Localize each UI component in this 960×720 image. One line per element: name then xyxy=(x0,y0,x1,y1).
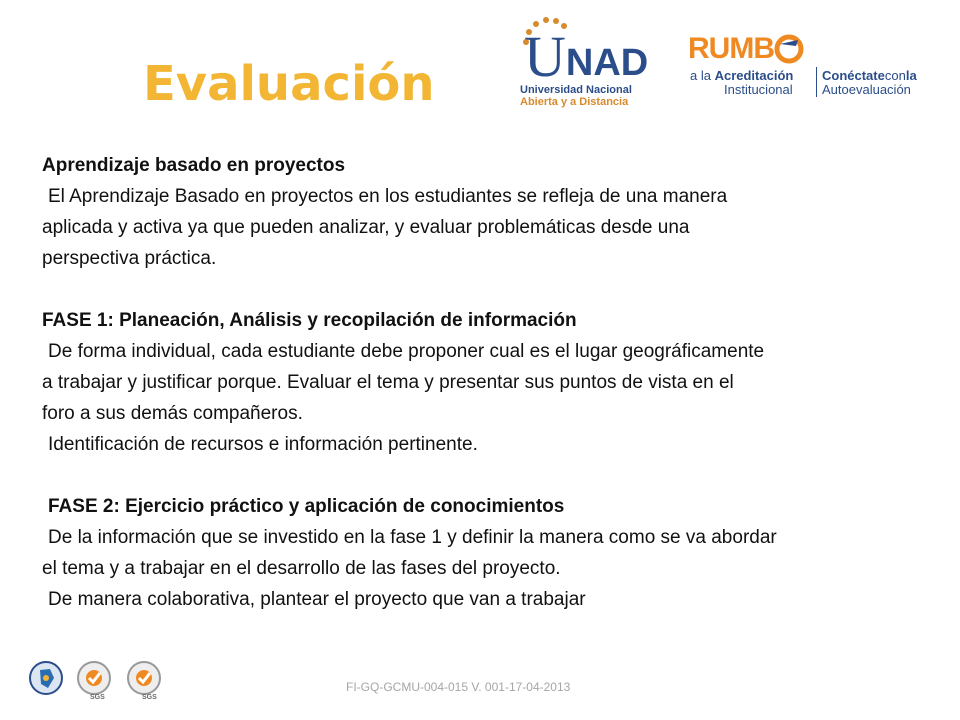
rumbo-line3-end: la xyxy=(905,68,917,83)
slide-title: Evaluación xyxy=(143,56,435,112)
rumbo-logo xyxy=(688,34,928,100)
paragraph-line: el tema y a trabajar en el desarrollo de las fases del proyecto. xyxy=(42,558,561,579)
unad-line2: Abierta y a Distancia xyxy=(520,96,629,108)
sgs-label: SGS xyxy=(90,694,105,701)
rumbo-separator xyxy=(816,67,817,97)
document-code: FI-GQ-GCMU-004-015 V. 001-17-04-2013 xyxy=(346,680,571,694)
colombia-seal-icon xyxy=(28,660,64,696)
unad-wordmark xyxy=(524,24,649,89)
unad-mark-u: U xyxy=(524,24,566,89)
heading-fase-1: FASE 1: Planeación, Análisis y recopilación de información xyxy=(42,310,577,331)
spacer xyxy=(42,274,912,305)
certification-seal-icon xyxy=(126,660,162,696)
rumbo-line3-light: con xyxy=(884,68,906,83)
paragraph-line: De la información que se investido en la fase 1 y definir la manera como se va abordar xyxy=(48,527,777,548)
paragraph-line: foro a sus demás compañeros. xyxy=(42,403,303,424)
rumbo-line2: Institucional xyxy=(724,82,793,97)
unad-logo xyxy=(514,14,649,110)
paragraph-line: perspectiva práctica. xyxy=(42,248,217,269)
rumbo-line1-prefix: a la xyxy=(690,68,715,83)
rumbo-line1 xyxy=(690,68,793,83)
rumbo-swirl-icon xyxy=(774,34,804,64)
paragraph-line: a trabajar y justificar porque. Evaluar el tema y presentar sus puntos de vista en el xyxy=(42,372,734,393)
heading-fase-2: FASE 2: Ejercicio práctico y aplicación de conocimientos xyxy=(48,496,565,517)
spacer xyxy=(42,460,912,491)
rumbo-line1-bold: Acreditación xyxy=(714,68,794,83)
certification-seal-icon xyxy=(76,660,112,696)
heading-aprendizaje: Aprendizaje basado en proyectos xyxy=(42,155,346,176)
rumbo-line3 xyxy=(822,68,917,83)
slide-body xyxy=(42,150,912,615)
paragraph-line: De forma individual, cada estudiante debe proponer cual es el lugar geográficamente xyxy=(48,341,765,362)
rumbo-wordmark: RUMB xyxy=(688,32,774,65)
unad-line1: Universidad Nacional xyxy=(520,84,632,96)
rumbo-line4: Autoevaluación xyxy=(822,82,911,97)
unad-mark-nad: NAD xyxy=(565,42,649,84)
sgs-label: SGS xyxy=(142,694,157,701)
paragraph-line: aplicada y activa ya que pueden analizar, y evaluar problemáticas desde una xyxy=(42,217,690,238)
rumbo-line3-bold: Conéctate xyxy=(822,68,885,83)
paragraph-line: De manera colaborativa, plantear el proyecto que van a trabajar xyxy=(48,589,586,610)
paragraph-line: Identificación de recursos e información pertinente. xyxy=(48,434,478,455)
paragraph-line: El Aprendizaje Basado en proyectos en los estudiantes se refleja de una manera xyxy=(48,186,728,207)
